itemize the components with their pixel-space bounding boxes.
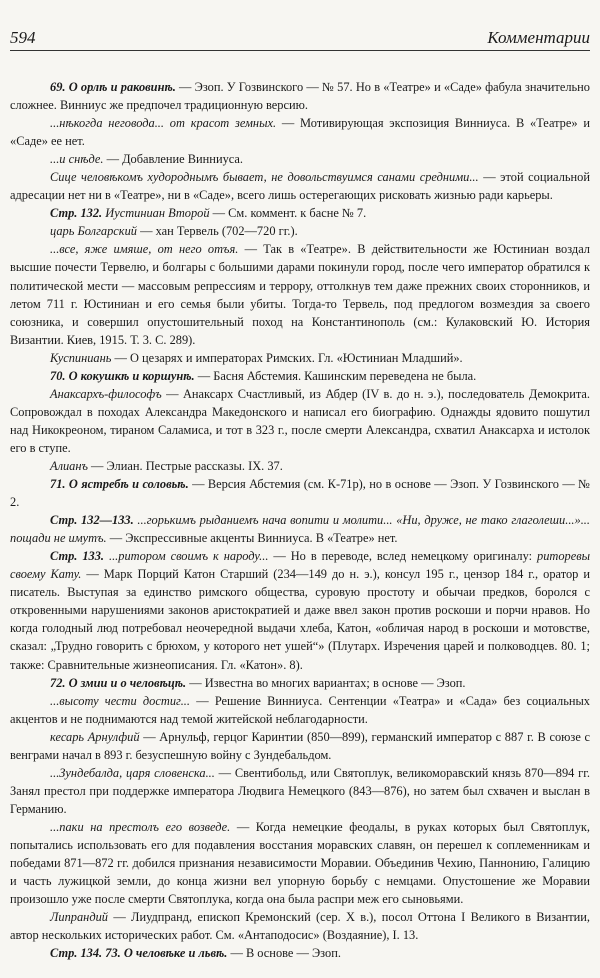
paragraph-text: — Решение Винниуса. Сентенции «Театра» и «Сада» без социальных акцентов и не поднимаются над темой житейской неблагодарности. xyxy=(10,693,591,726)
paragraph-text: — О цезарях и императорах Римских. Гл. «Юстиниан Младший». xyxy=(111,350,463,365)
paragraph-text: — Версия Абстемия (см. К-71р), но в основе — Эзоп. У Гозвинского — № 2. xyxy=(10,477,590,510)
paragraph-text: — Басня Абстемия. Кашинским переведена не была. xyxy=(194,368,477,383)
commentary-paragraph xyxy=(10,547,590,673)
emphasized-text: ...ритором своимъ к народу... xyxy=(104,549,269,564)
emphasized-text: кесарь Арнулфий xyxy=(50,729,140,744)
paragraph-text: — Экспрессивные акценты Винниуса. В «Театре» нет. xyxy=(106,531,398,546)
emphasized-text: Куспиниань xyxy=(50,350,112,365)
commentary-paragraph xyxy=(10,114,590,150)
commentary-paragraph xyxy=(10,944,590,962)
commentary-body xyxy=(10,78,590,962)
commentary-paragraph xyxy=(10,764,590,818)
commentary-paragraph xyxy=(10,475,590,511)
emphasized-text: 71. О ястребѣ и соловьѣ. xyxy=(50,477,189,492)
commentary-paragraph xyxy=(10,908,590,944)
emphasized-text: 69. О орлѣ и раковинѣ. xyxy=(50,80,176,94)
commentary-paragraph xyxy=(10,457,590,475)
paragraph-text: — хан Тервель (702—720 гг.). xyxy=(136,224,298,239)
emphasized-text: Сице человѣкомъ худороднымъ бывает, не довольствуимся санами средними... xyxy=(50,170,479,185)
paragraph-text: — Анаксарх Счастливый, из Абдер (IV в. до н. э.), последователь Демокрита. Сопровождал в походах Александра Македонского и написал его биографию. Однажды ядовито пошутил над Никокреоном, тираном Саламиса, и тот в 323 г., после смерти Александра, схватил Анаксарха и истолок его в ступе. xyxy=(10,386,590,455)
commentary-paragraph xyxy=(10,818,590,908)
emphasized-text: 70. О кокушкѣ и коршунѣ. xyxy=(50,368,195,383)
page-number: 594 xyxy=(10,28,36,47)
emphasized-text: 73. О человѣке и львѣ. xyxy=(102,946,228,961)
emphasized-text: ...горькимъ рыданиемъ нача вопити и молити... «Ни, друже, не тако глаголеши...»... пощади не имутъ. xyxy=(10,513,591,546)
paragraph-text: — этой социальной адресации нет ни в «Театре», ни в «Саде», всего лишь остерегающих рисковать жизнью ради карьеры. xyxy=(10,170,591,203)
paragraph-text: — Марк Порций Катон Старший (234—149 до н. э.), консул 195 г., цензор 184 г., оратор и писатель. Выступая за единство римского общества, суровую простоту и обычаи предков, боролся с откровенными нарушениями законов аристократией и даже ввел закон против роскоши и порчи нравов. Но когда голодный люд потребовал неочередной выдачи хлеба, Катон, «обличая народ в роскоши и мотовстве, сказал: „Трудно говорить с брюхом, у которого нет ушей“» (Плутарх. Изречения царей и полководцев. 80. 1; также: Сравнительные жизнеописания. Гл. «Катон». 8). xyxy=(10,567,590,672)
paragraph-text: — Свентибольд, или Святоплук, великоморавский князь 870—894 гг. Занял престол при поддержке императора Людвига Немецкого (843—876), но затем был схвачен и выслан в Германию. xyxy=(10,765,591,816)
paragraph-text: — Лиудпранд, епископ Кремонский (сер. X в.), посол Оттона I Великого в Византии, автор нескольких исторических работ. См. «Антаподосис» (Воздаяние), I. 13. xyxy=(10,910,590,943)
paragraph-text: — Мотивирующая экспозиция Винниуса. В «Театре» и «Саде» ее нет. xyxy=(10,116,590,149)
paragraph-text: — Когда немецкие феодалы, в руках которых был Святоплук, попытались использовать его для подавления восстания моравских славян, он перешел к соплеменникам и победами 871—872 гг. добился признания независимости Моравии. Объединив Чехию, Паннонию, Галицию и часть лужицкой земли, до конца жизни вел упорную борьбу с немцами. Опустошение же Моравии произошло уже после смерти Святоплука, когда она была распри меж его сыновьями. xyxy=(10,819,591,907)
commentary-paragraph xyxy=(10,168,590,204)
commentary-paragraph xyxy=(10,728,590,764)
emphasized-text: Стр. 134. xyxy=(50,946,103,961)
paragraph-text: — Так в «Театре». В действительности же Юстиниан воздал высшие почести Тервелю, и болгары с большими дарами покинули город, после чего император обратился к политической мести — массовым репрессиям и террору, оттолкнув тем даже прежних своих сторонников, и летом 711 г. Юстиниан и его семья были убиты. Тогда-то Тервель, под предлогом возмездия за своего союзника, и совершил опустошительный поход на Константинополь (см.: Кулаковский Ю. История Византии. Киев, 1915. Т. 3. С. 289). xyxy=(10,242,590,347)
emphasized-text: Анаксархъ-философъ xyxy=(50,386,162,401)
commentary-paragraph xyxy=(10,204,590,222)
emphasized-text: ...и снѣде. xyxy=(50,152,104,167)
paragraph-text: — В основе — Эзоп. xyxy=(227,946,341,961)
commentary-paragraph xyxy=(10,511,590,547)
commentary-paragraph xyxy=(10,349,590,367)
paragraph-text: — См. коммент. к басне № 7. xyxy=(209,206,367,221)
paragraph-text: — Элиан. Пестрые рассказы. IX. 37. xyxy=(87,458,283,473)
emphasized-text: Стр. 132. xyxy=(50,206,103,221)
emphasized-text: Стр. 132—133. xyxy=(50,513,134,528)
commentary-paragraph xyxy=(10,222,590,240)
emphasized-text: ...высоту чести достиг... xyxy=(50,693,190,708)
emphasized-text: ...все, яже имяше, от него отъя. xyxy=(50,242,239,257)
commentary-paragraph xyxy=(10,367,590,385)
commentary-paragraph xyxy=(10,674,590,692)
commentary-paragraph xyxy=(10,385,590,457)
commentary-paragraph xyxy=(10,78,590,114)
emphasized-text: риторевы своему Кату. xyxy=(10,549,590,582)
paragraph-text: — Арнульф, герцог Каринтии (850—899), германский император с 887 г. В союзе с венграми начал в 893 г. безуспешную войну с Зундебальдом. xyxy=(10,729,590,762)
emphasized-text: Стр. 133. xyxy=(50,549,105,564)
emphasized-text: ...Зундебалда, царя словенска... xyxy=(50,765,215,780)
emphasized-text: Липрандий xyxy=(50,910,108,925)
paragraph-text: — Известна во многих вариантах; в основе — Эзоп. xyxy=(186,675,466,690)
running-title: Комментарии xyxy=(487,28,590,47)
paragraph-text: — Добавление Винниуса. xyxy=(103,152,244,167)
paragraph-text: — Но в переводе, вслед немецкому оригиналу: xyxy=(268,549,537,564)
paragraph-text: — Эзоп. У Гозвинского — № 57. Но в «Театре» и «Саде» фабула значительно сложнее. Винниус же предпочел традиционную версию. xyxy=(10,80,590,113)
emphasized-text: ...паки на престолъ его возведе. xyxy=(50,819,231,834)
emphasized-text: Иустиниан Второй xyxy=(102,206,210,221)
emphasized-text: ...нѣкогда неговода... от красот земных. xyxy=(50,116,277,131)
page-header xyxy=(10,28,590,51)
emphasized-text: 72. О змии и о человѣцѣ. xyxy=(50,675,187,690)
commentary-paragraph xyxy=(10,240,590,348)
emphasized-text: царь Болгарский xyxy=(50,224,137,239)
commentary-paragraph xyxy=(10,692,590,728)
commentary-paragraph xyxy=(10,150,590,168)
emphasized-text: Алианъ xyxy=(50,458,88,473)
